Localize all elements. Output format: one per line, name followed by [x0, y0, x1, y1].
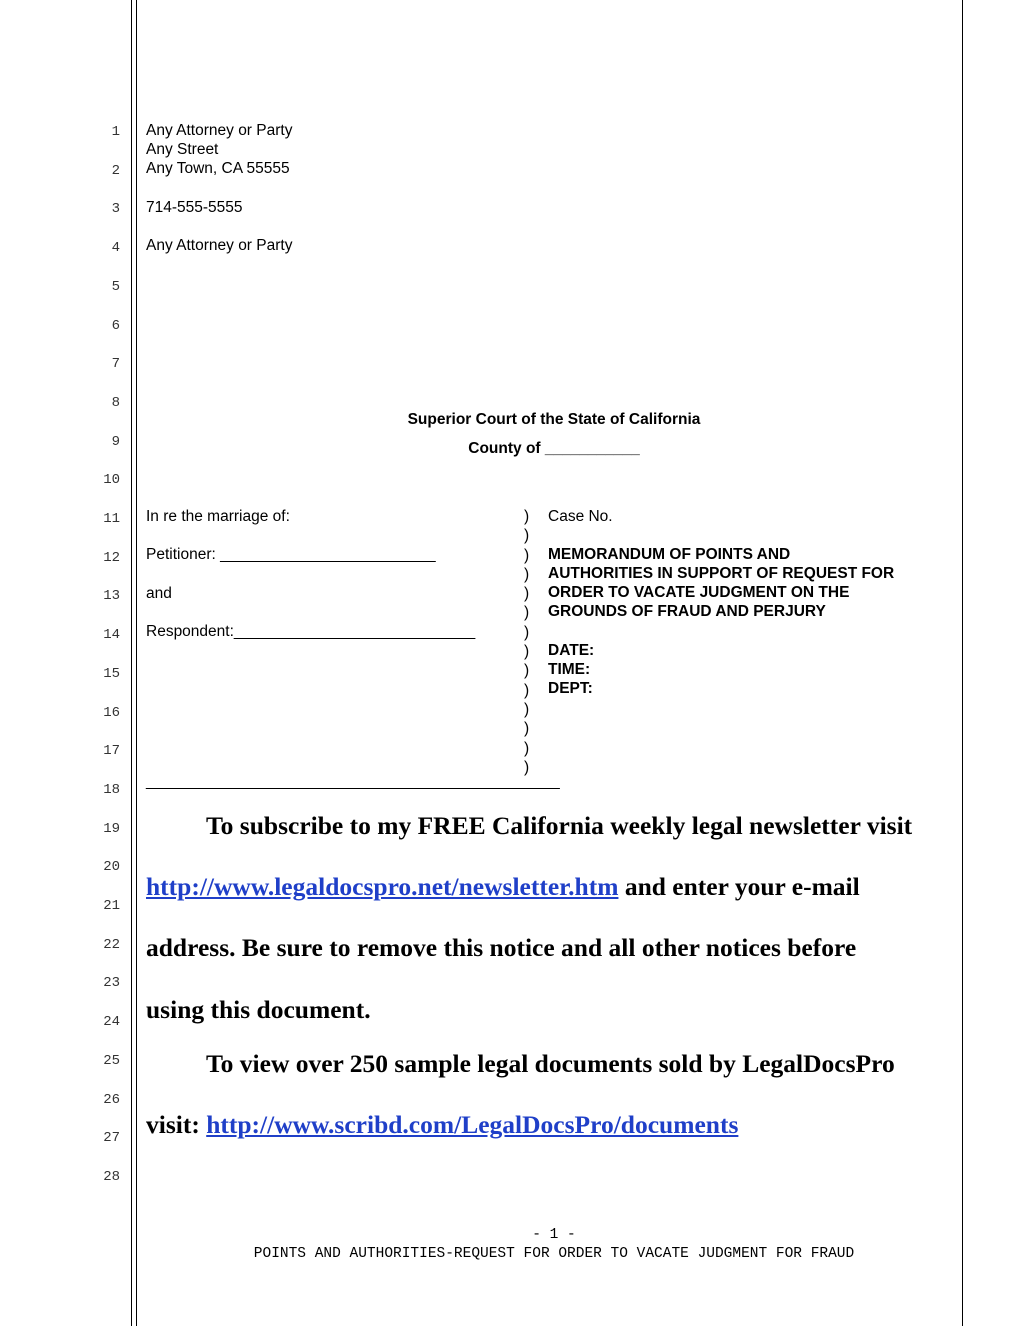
document-title-line: MEMORANDUM OF POINTS AND — [548, 546, 791, 563]
caption-paren: ) — [524, 720, 530, 738]
line-number: 6 — [111, 317, 120, 334]
dept-label: DEPT: — [548, 680, 593, 697]
page-number: - 1 - — [532, 1227, 576, 1243]
left-margin-rule-outer — [131, 0, 132, 1326]
line-number: 7 — [111, 356, 120, 373]
line-number: 21 — [103, 898, 120, 914]
document-title-line: ORDER TO VACATE JUDGMENT ON THE — [548, 584, 850, 601]
line-number: 4 — [111, 240, 120, 257]
line-number: 26 — [103, 1091, 120, 1108]
line-number-column — [0, 0, 122, 1326]
line-number: 1 — [111, 124, 120, 140]
newsletter-link[interactable]: http://www.legaldocspro.net/newsletter.htm — [146, 872, 619, 901]
left-margin-rule-inner — [136, 0, 137, 1326]
line-number: 10 — [103, 472, 120, 489]
case-number-label: Case No. — [548, 508, 613, 525]
caption-paren: ) — [524, 604, 530, 622]
and-label: and — [146, 585, 172, 602]
notice-line-6 — [146, 1110, 738, 1140]
court-name: Superior Court of the State of California — [407, 411, 701, 428]
notice-line-5: To view over 250 sample legal documents sold by LegalDocsPro — [206, 1049, 895, 1078]
line-number: 3 — [111, 201, 120, 218]
line-number: 20 — [103, 859, 120, 876]
line-number: 16 — [103, 704, 120, 721]
document-title-line: GROUNDS OF FRAUD AND PERJURY — [548, 603, 826, 620]
caption-bottom-rule: ________________________________________________ — [146, 773, 560, 790]
attorney-city: Any Town, CA 55555 — [146, 160, 290, 177]
line-number: 8 — [111, 394, 120, 411]
line-number: 22 — [103, 936, 120, 953]
line-number: 9 — [111, 433, 120, 450]
attorney-header — [146, 121, 292, 178]
caption-paren: ) — [524, 643, 530, 661]
line-number: 25 — [103, 1052, 120, 1069]
line-number: 23 — [103, 975, 120, 992]
caption-paren: ) — [524, 565, 530, 583]
caption-paren: ) — [524, 662, 530, 680]
notice-line-2-text: and enter your e-mail — [618, 872, 860, 901]
attorney-for: Any Attorney or Party — [146, 237, 293, 254]
court-county: County of ___________ — [468, 440, 640, 457]
line-number: 12 — [103, 549, 120, 566]
footer-title: POINTS AND AUTHORITIES-REQUEST FOR ORDER TO VACATE JUDGMENT FOR FRAUD — [253, 1246, 855, 1262]
caption-paren-column — [524, 507, 529, 777]
notice-line-3: address. Be sure to remove this notice and all other notices before — [146, 933, 857, 962]
document-title-line: AUTHORITIES IN SUPPORT OF REQUEST FOR — [548, 565, 895, 582]
caption-paren: ) — [524, 623, 530, 641]
notice-line-4: using this document. — [146, 995, 371, 1024]
caption-paren: ) — [524, 681, 530, 699]
line-number: 5 — [111, 278, 120, 295]
line-number: 13 — [103, 588, 120, 605]
line-number: 19 — [103, 820, 120, 837]
line-number: 11 — [103, 511, 120, 527]
hearing-info — [548, 641, 594, 698]
visit-prefix: visit: — [146, 1110, 207, 1139]
attorney-street: Any Street — [146, 141, 219, 158]
document-title — [548, 545, 894, 621]
right-margin-rule — [962, 0, 963, 1326]
line-number: 28 — [103, 1168, 120, 1185]
scribd-documents-link[interactable]: http://www.scribd.com/LegalDocsPro/documents — [206, 1110, 739, 1139]
time-label: TIME: — [548, 661, 591, 678]
petitioner-line: Petitioner: _________________________ — [146, 546, 436, 563]
caption-paren: ) — [524, 585, 530, 603]
notice-line-1: To subscribe to my FREE California weekly legal newsletter visit — [206, 811, 913, 840]
in-re-marriage: In re the marriage of: — [146, 508, 290, 525]
line-number: 27 — [103, 1130, 120, 1147]
caption-paren: ) — [524, 739, 530, 757]
line-number: 24 — [103, 1014, 120, 1031]
line-number: 18 — [103, 781, 120, 798]
line-number: 14 — [103, 627, 120, 644]
caption-paren: ) — [524, 700, 530, 718]
caption-paren: ) — [524, 527, 530, 545]
line-number: 2 — [111, 162, 120, 179]
attorney-phone: 714-555-5555 — [146, 199, 243, 216]
caption-paren: ) — [524, 758, 530, 776]
line-number: 15 — [103, 665, 120, 682]
notice-line-2 — [146, 872, 860, 902]
line-number: 17 — [103, 743, 120, 760]
caption-paren: ) — [524, 508, 530, 525]
date-label: DATE: — [548, 642, 595, 659]
respondent-line: Respondent:____________________________ — [146, 623, 476, 640]
attorney-name: Any Attorney or Party — [146, 122, 293, 139]
caption-paren: ) — [524, 546, 530, 564]
